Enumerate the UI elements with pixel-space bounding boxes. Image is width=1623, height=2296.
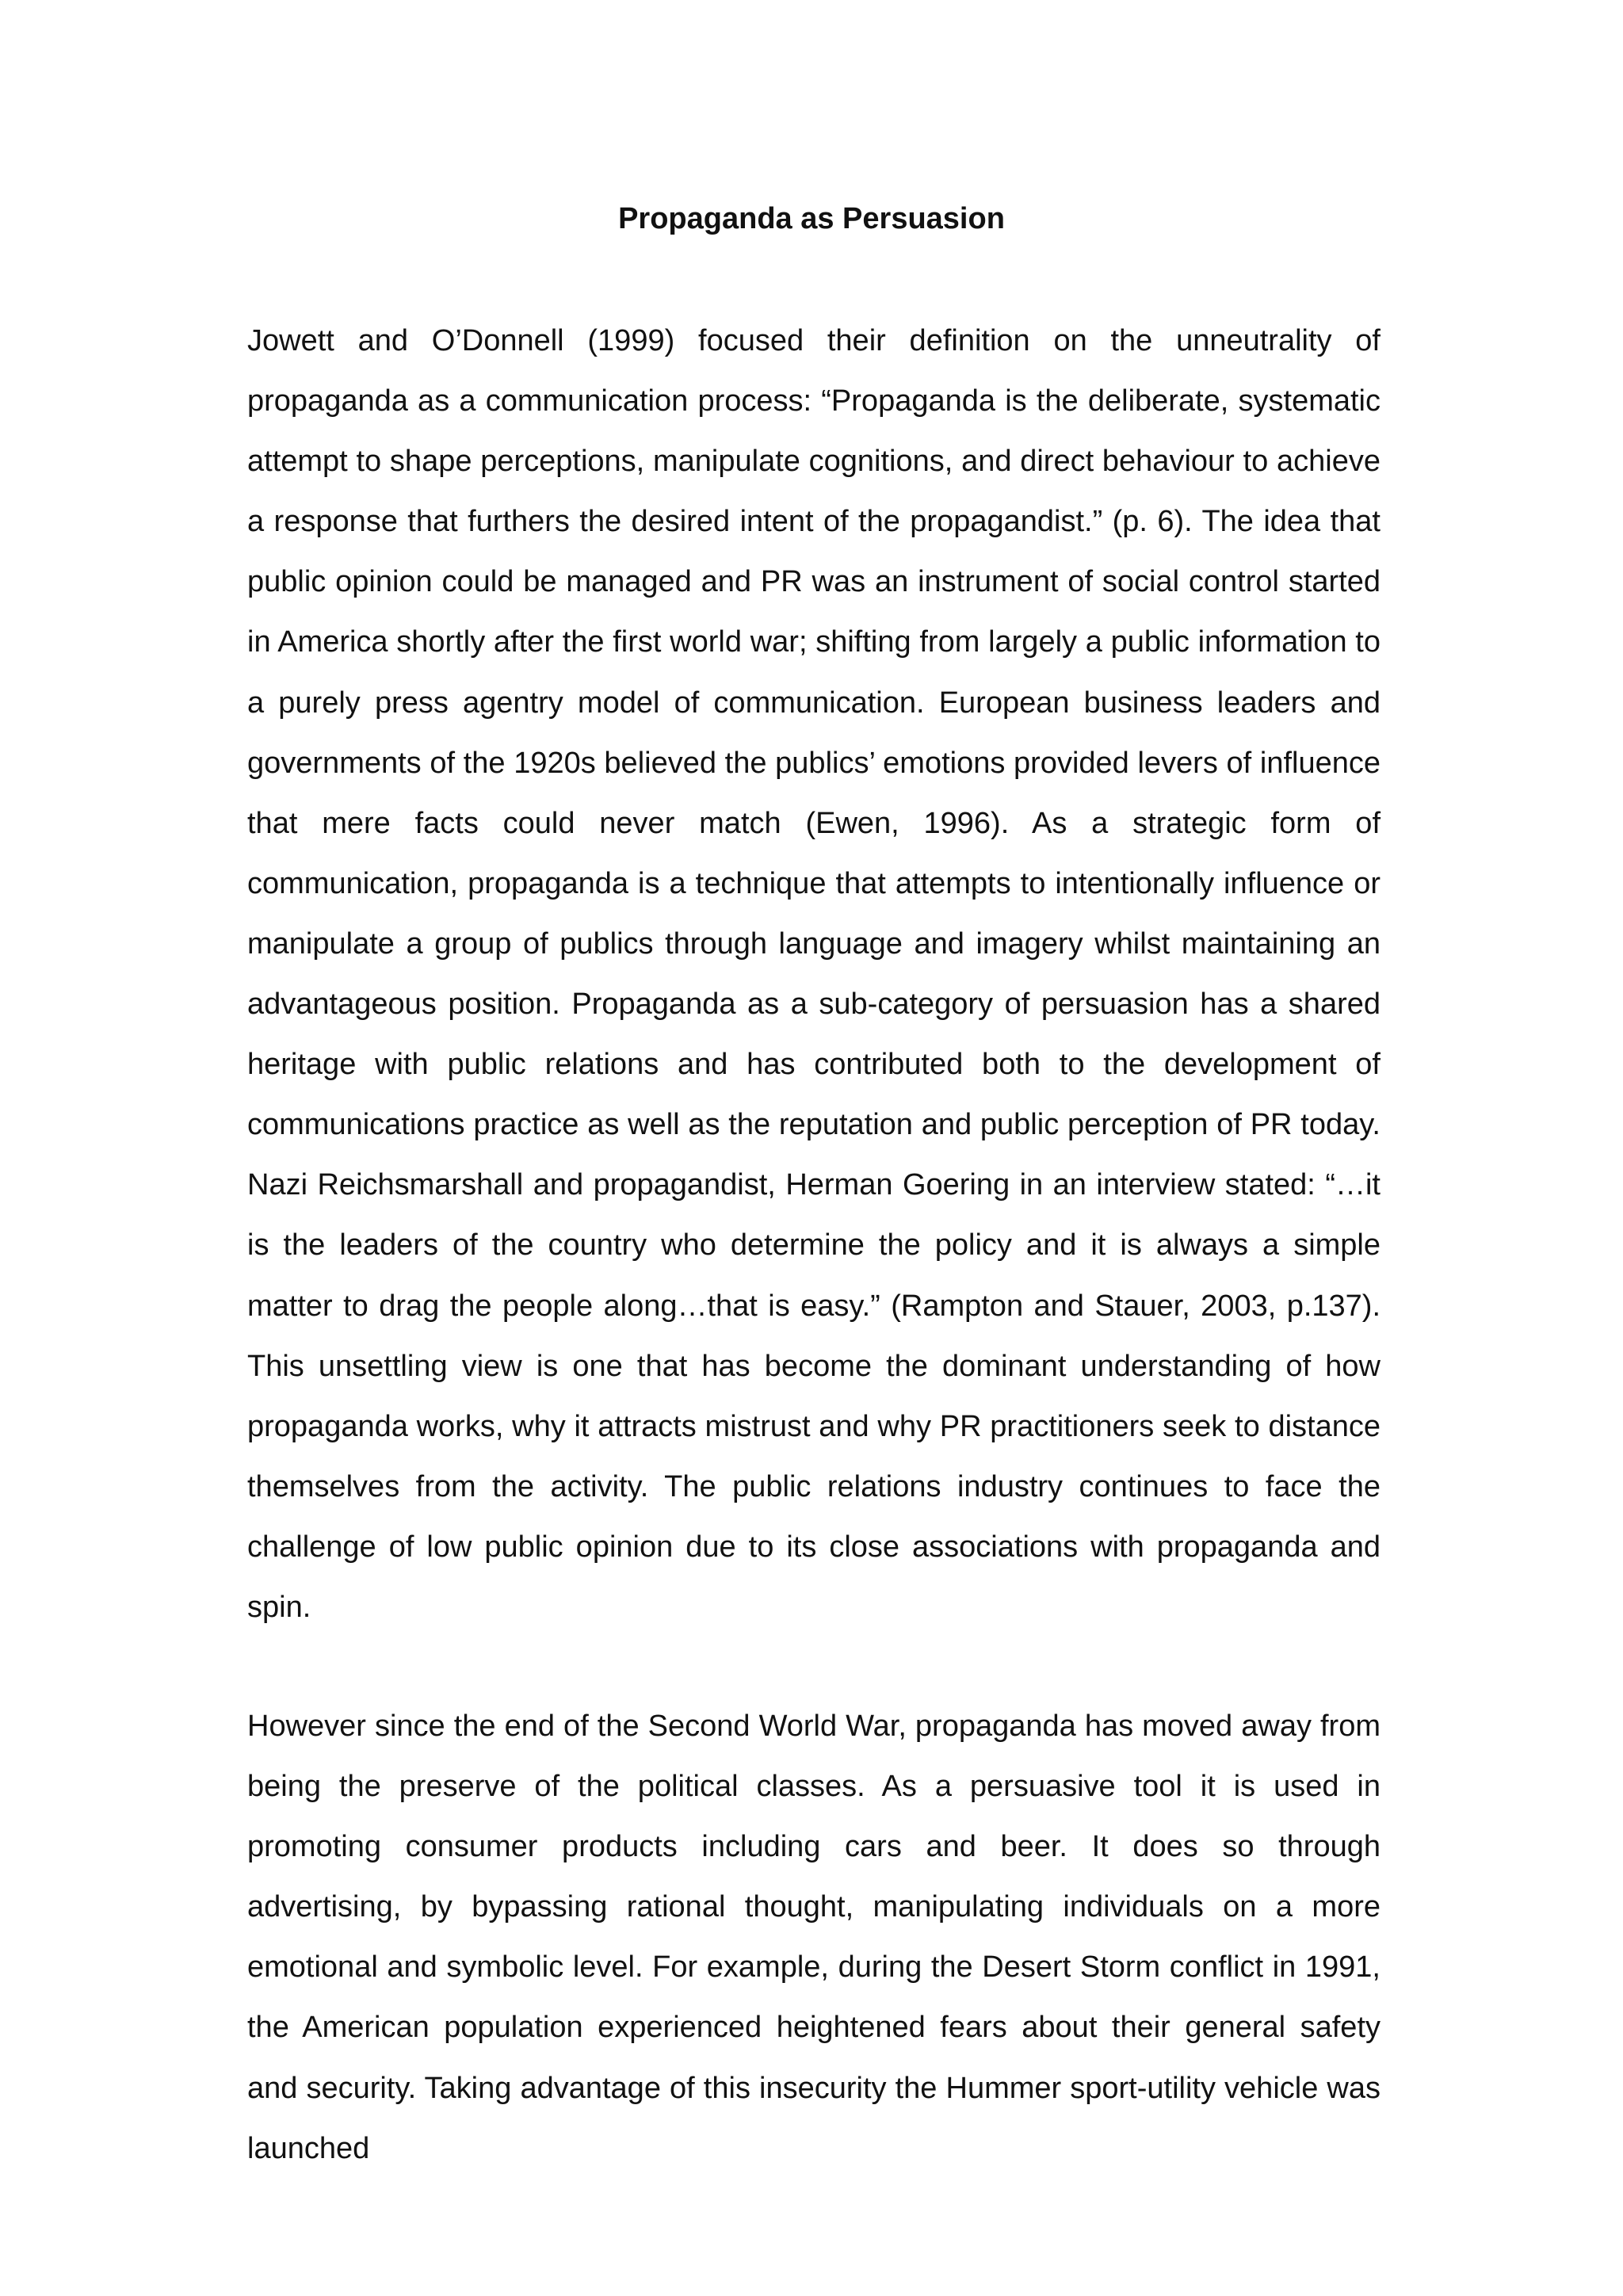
body-paragraph-2 <box>247 1696 1381 2179</box>
paragraph-text: Jowett and O’Donnell (1999) focused their definition on the unneutrality of propaganda as a communication process: “Propaganda is the deliberate, systematic attempt to shape perceptions, manipulate cognitions, and direct behaviour to achieve a response that furthers the desired intent of the propagandist.” (p. 6). The idea that public opinion could be managed and PR was an instrument of social control started in America shortly after the first world war; shifting from largely a public information to a purely press agentry model of communication. European business leaders and governments of the 1920s believed the publics’ emotions provided levers of influence that mere facts could never match (Ewen, 1996). As a strategic form of communication, propaganda is a technique that attempts to intentionally influence or manipulate a group of publics through language and imagery whilst maintaining an advantageous position. Propaganda as a sub-category of persuasion has a shared heritage with public relations and has contributed both to the development of communications practice as well as the reputation and public perception of PR today. Nazi Reichsmarshall and propagandist, Herman Goering in an interview stated: “…it is the leaders of the country who determine the policy and it is always a simple matter to drag the people along…that is easy.” (Rampton and Stauer, 2003, p.137). This unsettling view is one that has become the dominant understanding of how propaganda works, why it attracts mistrust and why PR practitioners seek to distance themselves from the activity. The public relations industry continues to face the challenge of low public opinion due to its close associations with propaganda and spin. <box>247 324 1381 1624</box>
body-paragraph-1 <box>247 311 1381 1637</box>
paragraph-text: However since the end of the Second World War, propaganda has moved away from being the preserve of the political classes. As a persuasive tool it is used in promoting consumer products including cars and beer. It does so through advertising, by bypassing rational thought, manipulating individuals on a more emotional and symbolic level. For example, during the Desert Storm conflict in 1991, the American population experienced heightened fears about their general safety and security. Taking advantage of this insecurity the Hummer sport-utility vehicle was launched <box>247 1710 1381 2165</box>
document-title: Propaganda as Persuasion <box>618 202 1005 235</box>
